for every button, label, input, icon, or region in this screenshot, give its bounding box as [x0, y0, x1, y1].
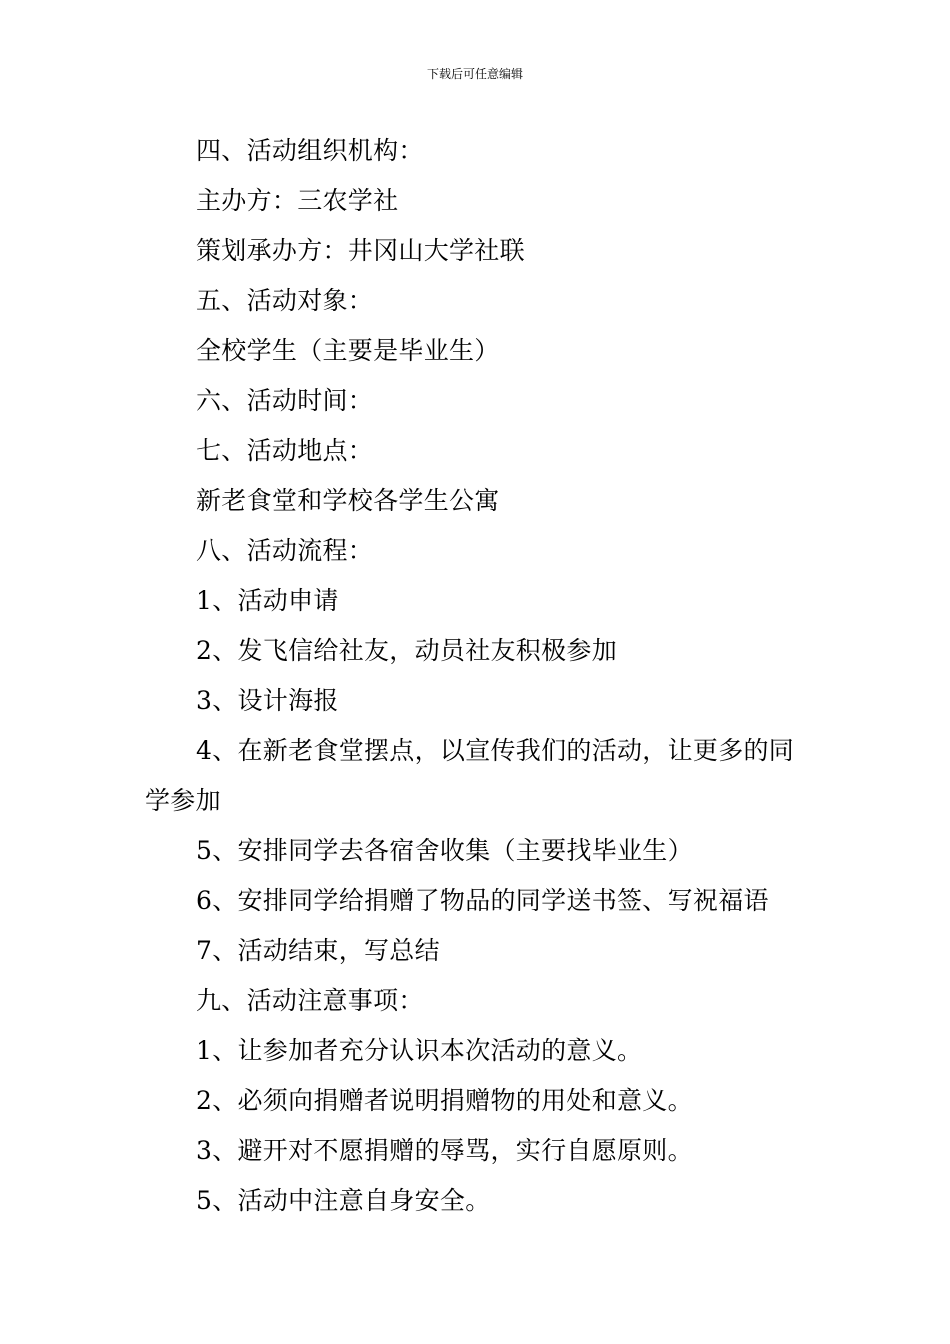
page-header: 下载后可任意编辑	[426, 67, 523, 81]
list-item: 2、发飞信给社友，动员社友积极参加	[196, 636, 618, 665]
list-item: 5、安排同学去各宿舍收集（主要找毕业生）	[196, 836, 693, 865]
list-item: 6、安排同学给捐赠了物品的同学送书签、写祝福语	[196, 886, 769, 915]
section-heading-organization: 四、活动组织机构：	[196, 136, 424, 165]
section-heading-audience: 五、活动对象：	[196, 286, 374, 315]
section-heading-time: 六、活动时间：	[196, 386, 374, 415]
paragraph-audience: 全校学生（主要是毕业生）	[196, 336, 500, 365]
list-item: 2、必须向捐赠者说明捐赠物的用处和意义。	[196, 1086, 693, 1115]
list-item: 3、避开对不愿捐赠的辱骂，实行自愿原则。	[196, 1136, 693, 1165]
list-item-continuation: 学参加	[145, 786, 221, 815]
section-heading-process: 八、活动流程：	[196, 536, 374, 565]
list-item: 1、让参加者充分认识本次活动的意义。	[196, 1036, 643, 1065]
list-item: 3、设计海报	[196, 686, 339, 715]
section-heading-notes: 九、活动注意事项：	[196, 986, 424, 1015]
list-item: 7、活动结束，写总结	[196, 936, 440, 965]
paragraph-organizer: 主办方：三农学社	[196, 186, 399, 215]
list-item: 1、活动申请	[196, 586, 339, 615]
document-body	[145, 126, 810, 1226]
paragraph-location: 新老食堂和学校各学生公寓	[196, 486, 500, 515]
list-item: 4、在新老食堂摆点，以宣传我们的活动，让更多的同	[196, 736, 795, 765]
section-heading-location: 七、活动地点：	[196, 436, 374, 465]
paragraph-co-organizer: 策划承办方：井冈山大学社联	[196, 236, 525, 265]
list-item: 5、活动中注意自身安全。	[196, 1186, 491, 1215]
